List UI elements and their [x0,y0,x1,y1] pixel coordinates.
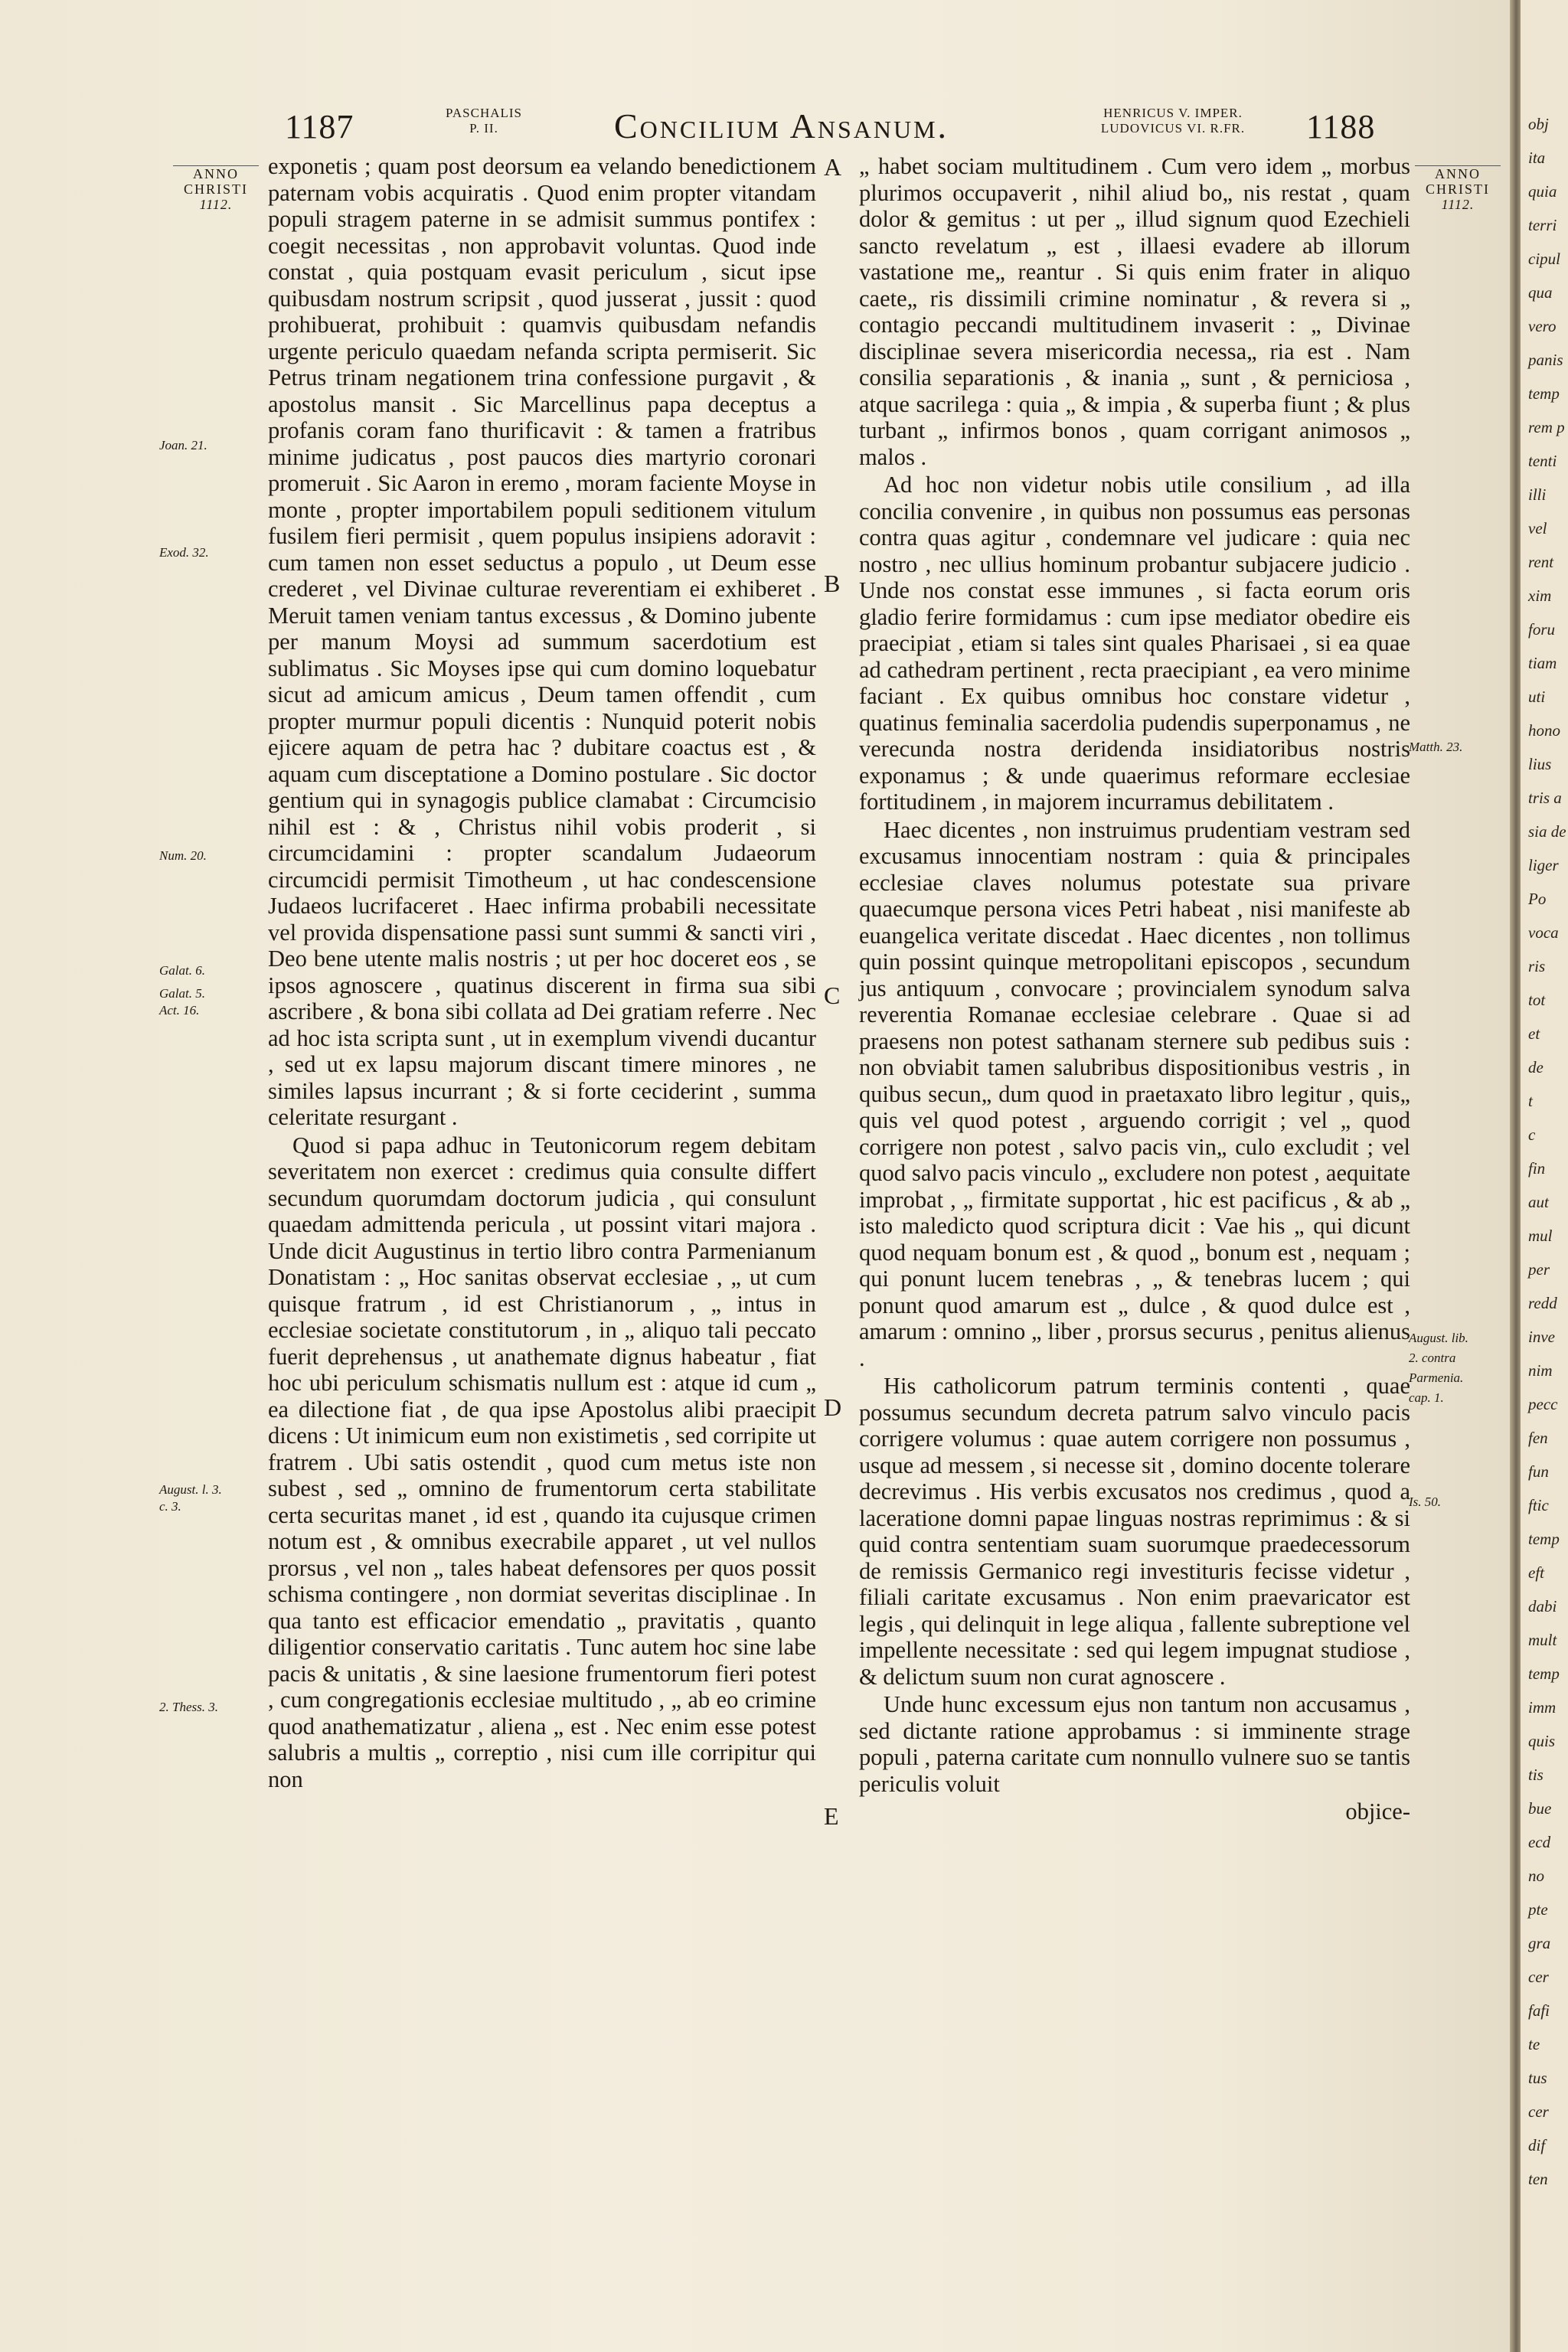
section-letter: B [824,570,841,597]
next-page-fragment: hono [1528,721,1560,740]
next-page-fragment: eft [1528,1563,1544,1582]
next-page-fragment: c [1528,1125,1536,1144]
next-page-fragment: de [1528,1058,1544,1076]
section-letter: E [824,1802,839,1830]
next-page-fragment: Po [1528,890,1547,908]
next-page-fragment: illi [1528,485,1547,504]
paragraph: Unde hunc excessum ejus non tantum non accusamus , sed dictante ratione approbamus : si imminente strage populi , paterna caritate cum nonnullo vulnere suo se tantis periculis voluit [859,1691,1410,1797]
next-page-fragment: foru [1528,620,1556,639]
next-page-fragment: redd [1528,1294,1557,1312]
next-page-fragment: terri [1528,216,1557,234]
paragraph: Haec dicentes , non instruimus prudentiam vestram sed excusamus innocentiam nostram : quia & principales ecclesiae claves nolumus potestate sua privare quaecumque persona vices Petri habeat , nisi manifeste ab euangelica veritate discedat . Haec dicentes , non tollimus quin possint quinque metropolitani episcopos , secundum jus antiquum , convocare ; provincialem synodum salva reverentia Romanae ecclesiae celebrare . Quae si ad praesens non potest sathanam sternere sub pedibus suis : non obviabit tamen salubribus dispositionibus vestris , in quibus secun„ dum quod in praetaxato libro legitur , quis„ quis vel quod potest , arguendo corrigit ; vel „ quod corrigere non potest , salvo pacis vin„ culo excludit ; vel quod salvo pacis vinculo „ excludere non potest , aequitate improbat , „ firmitate supportat , hic est pacificus , & ab „ isto maledicto quod scriptura dicit : Vae his „ qui dicunt quod nequam bonum est , & quod „ bonum est , nequam ; qui ponunt lucem tenebras , „ & tenebras lucem ; qui ponunt quod amarum est „ dulce , & quod dulce est , amarum : omnino „ liber , prorsus securus , penitus alienus . [859,816,1410,1371]
next-page-fragment: obj [1528,115,1549,133]
left-column [268,153,816,1792]
next-page-fragment: liger [1528,856,1559,874]
next-page-fragment: dif [1528,2136,1546,2154]
next-page-fragment: mult [1528,1631,1557,1649]
next-page-fragment: ita [1528,149,1546,167]
next-page-fragment: gra [1528,1934,1551,1952]
page-number-right: 1188 [1306,108,1376,145]
next-page-fragment: xim [1528,586,1552,605]
page-header [0,100,1510,153]
next-page-fragment: inve [1528,1328,1555,1346]
next-page-fragment: te [1528,2035,1540,2053]
next-page-fragment: voca [1528,923,1559,942]
next-page-fragment: tiam [1528,654,1557,672]
next-page-fragment: cipul [1528,250,1560,268]
next-page-fragment: tus [1528,2069,1547,2087]
margin-ref: 2. contra [1409,1351,1456,1365]
next-page-fragment: panis [1528,351,1563,369]
margin-ref: Joan. 21. [159,438,207,452]
next-page-fragment: pecc [1528,1395,1558,1413]
next-page-fragment: rent [1528,553,1554,571]
next-page-fragment: fun [1528,1462,1549,1481]
margin-ref: August. l. 3. [159,1482,222,1497]
page-number-left: 1187 [285,108,354,145]
next-page-fragment: imm [1528,1698,1557,1717]
margin-ref: Exod. 32. [159,545,209,560]
next-page-fragment: bue [1528,1799,1552,1818]
next-page-fragment: aut [1528,1193,1549,1211]
next-page-fragment: per [1528,1260,1550,1279]
next-page-fragment: temp [1528,384,1560,403]
next-page-fragment: ftic [1528,1496,1549,1514]
anno-year: 1112. [1441,197,1475,212]
next-page-fragment: quis [1528,1732,1556,1750]
paragraph: Ad hoc non videtur nobis utile consilium , ad illa concilia convenire , in quibus non possumus eas personas contra quas agitur , condemnare vel judicare : quia nec nostro , nec ullius hominum probantur subjacere judicio . Unde nos constat esse immunes , si facta eorum oris gladio ferire formidamus : cum ipse mediator obedire eis praecipiat , etiam si tales sint quales Pharisaei , si ea quae ad cathedram pertinent , recta praecipiant , ea vero minime faciant . Ex quibus omnibus hoc constare videtur , quatinus feminalia sacerdolia pudendis superponamus , ne verecunda nostra deridenda insidiatoribus nostris exponamus ; & unde quaerimus reformare ecclesiae fortitudinem , in majorem incurramus debilitatem . [859,472,1410,815]
book-gutter [1510,0,1521,2352]
next-page-fragment: uti [1528,688,1546,706]
next-page-fragment: rem p [1528,418,1565,436]
section-letter: C [824,982,841,1009]
margin-ref: Galat. 5. [159,986,205,1001]
next-page-fragment: et [1528,1024,1540,1043]
next-page-fragment: pte [1528,1900,1548,1919]
anno-label: ANNO CHRISTI [1425,166,1490,197]
paragraph: exponetis ; quam post deorsum ea velando benedictionem paternam vobis acquiratis . Quod enim propter vitandam populi stragem paterne in se admisit summus pontifex : coegit necessitas , non approbavit voluntas. Quod inde constat , quia postquam evasit periculum , sicut ipse quibusdam nostrum scripsit , quod jusserat , jussit : quod prohibuerat, prohibuit : quamvis quibusdam nefandis urgente periculo quaedam nefanda scripta permiserit. Sic Petrus trinam negationem trina confessione purgavit , & apostolus mansit . Sic Marcellinus papa deceptus a profanis coram fano thurificavit : & tamen a fratribus minime judicatus , post paucos dies martyrio coronari promeruit . Sic Aaron in eremo , moram faciente Moyse in monte , propter importabilem populi seditionem vitulum fusilem fieri permisit , quem populus insipiens adoravit : cum tamen non esset seductus a populo , ut Deum esse crederet , vel Divinae culturae reverentiam ei exhiberet . Meruit tamen veniam tantus excessus , & Domino jubente per manum Moysi ad summum sacerdotium est sublimatus . Sic Moyses ipse qui cum domino loquebatur sicut ad amicum amicus , Deum tamen offendit , cum propter murmur populi dicentis : Nunquid poterit nobis ejicere aquam de petra hac ? dubitare coactus est , & aquam cum disceptatione a Domino postulare . Sic doctor gentium qui in synagogis publice clamabat : Circumcisio nihil est : & , Christus nihil vobis proderit , si circumcidamini : propter scandalum Judaeorum circumcidi permisit Timotheum , ut hac condescensione Judaeos lucrifaceret . Haec infirma probabili necessitate vel provida dispensatione passi sunt summi & sancti viri , Deo bene utente malis nostris ; ut per hoc doceret eos , se ipsos agnoscere , quatinus discerent in firma sua sibi ascribere , & bona sibi collata ad Dei gratiam referre . Nec ad hoc ista scripta sunt , ut in exemplum vivendi ducantur , sed ut ex lapsu majorum discant timere minores , ne similes lapsus incurrant ; & si forte ceciderint , summa celeritate resurgant . [268,153,816,1130]
next-page-fragment: ris [1528,957,1546,975]
next-page-fragment: temp [1528,1664,1560,1683]
next-page-fragment: no [1528,1867,1544,1885]
margin-ref: August. lib. [1409,1331,1468,1345]
margin-ref: 2. Thess. 3. [159,1700,218,1714]
section-letter: A [824,153,842,181]
next-page-fragment: sia de [1528,822,1566,841]
margin-ref: Is. 50. [1409,1494,1442,1509]
next-page-fragment: dabi [1528,1597,1557,1615]
next-page-fragment: quia [1528,182,1557,201]
next-page-fragment: tris a [1528,789,1562,807]
margin-ref: Act. 16. [159,1003,200,1018]
next-page-fragment: tis [1528,1766,1544,1784]
margin-ref: Num. 20. [159,848,207,863]
next-page-fragment: nim [1528,1361,1553,1380]
paragraph: „ habet sociam multitudinem . Cum vero idem „ morbus plurimos occupaverit , nihil aliud bo„ nis restat , quam dolor & gemitus : ut per „ illud signum quod Ezechieli sancto revelatum „ est , illaesi evadere ab illorum vastatione me„ reantur . Si quis enim frater in aliquo caete„ ris dissimili crimine nominatur , & revera si „ contagio peccandi multitudinem invaserit : „ Divinae disciplinae severa misericordia necessa„ ria est . Nam consilia separationis , & inania „ sunt , & perniciosa , atque sacrilega : quia „ & impia , & superba fiunt ; & plus turbant „ infirmos bonos , quam corrigant animosos „ malos . [859,153,1410,470]
right-column [859,153,1410,1825]
margin-ref: c. 3. [159,1499,181,1514]
next-page-fragment: qua [1528,283,1553,302]
page-title: Concilium Ansanum. [614,106,949,145]
next-page-fragment: tenti [1528,452,1557,470]
anno-christi-right [1415,165,1501,212]
anno-christi-left [173,165,259,212]
margin-ref: Parmenia. [1409,1370,1464,1385]
next-page-fragment: fafi [1528,2001,1550,2020]
next-page-fragment: cer [1528,2102,1549,2121]
next-page-fragment: ecd [1528,1833,1551,1851]
next-page-fragment: vel [1528,519,1547,537]
next-page-edge [1521,0,1568,2352]
running-head-pope: PASCHALIS P. II. [445,106,523,136]
running-head-rulers: HENRICUS V. IMPER. LUDOVICUS VI. R.FR. [1100,106,1246,136]
next-page-fragment: vero [1528,317,1557,335]
margin-ref: cap. 1. [1409,1390,1444,1405]
margin-ref: Matth. 23. [1409,740,1463,754]
paragraph: Quod si papa adhuc in Teutonicorum regem debitam severitatem non exercet : credimus quia consulte differt secundum quorumdam doctorum judicia , qui consulunt quaedam admittenda pericula , ut possint vitari majora . Unde dicit Augustinus in tertio libro contra Parmenianum Donatistam : „ Hoc sanitas observat ecclesiae , „ ut cum quisque fratrum , id est Christianorum , „ intus in ecclesiae societate constitutorum , in „ aliquo tali peccato fuerit deprehensus , ut anathemate dignus habeatur , fiat hoc ubi periculum schismatis nullum est : atque id cum „ ea dilectione fiat , de qua ipse Apostolus alibi praecipit dicens : Ut inimicum eum non existimetis , sed corripite ut fratrem . Ubi satis ostendit , quod cum metus iste non subest , sed „ omnino de frumentorum certa stabilitate certa securitas manet , id est , quando ita cujusque crimen notum est , & omnibus execrabile apparet , ut vel nullos prorsus , vel non „ tales habeat defensores per quos possit schisma contingere , non dormiat severitas disciplinae . In qua tanto est efficacior emendatio „ pravitatis , quanto diligentior conservatio caritatis . Tunc autem hoc sine labe pacis & unitatis , & sine laesione frumentorum fieri potest , cum congregationis ecclesiae multitudo , „ ab eo crimine quod anathematizatur , aliena „ est . Nec enim esse potest salubris a multis „ correptio , nisi cum ille corripitur qui non [268,1132,816,1792]
next-page-fragment: cer [1528,1968,1549,1986]
next-page-fragment: fin [1528,1159,1546,1178]
next-page-fragment: temp [1528,1530,1560,1548]
next-page-fragment: tot [1528,991,1546,1009]
margin-ref: Galat. 6. [159,963,205,978]
catchword: objice- [1345,1798,1410,1824]
paragraph: His catholicorum patrum terminis contenti , quae possumus secundum decreta patrum salvo vinculo pacis corrigere volumus : quae autem corrigere non possumus , usque ad messem , si necesse sit , domino docente tolerare decrevimus . His verbis excusatos nos credimus , quod a laceratione domni papae linguas nostras reprimimus : & si quid contra sententiam suam suorumque praedecessorum de remissis Germanico regi investituris fecisse videtur , filiali caritate excusamus . Non enim praevaricator est legis , qui delinquit in lege aliqua , fallente subreptione vel impellente necessitate : sed qui legem impugnat studiose , & delictum suum non curat agnoscere . [859,1373,1410,1690]
anno-year: 1112. [199,197,233,212]
next-page-fragment: fen [1528,1429,1548,1447]
next-page-fragment: t [1528,1092,1533,1110]
next-page-fragment: mul [1528,1227,1553,1245]
next-page-fragment: lius [1528,755,1552,773]
anno-label: ANNO CHRISTI [183,166,248,197]
section-letter: D [824,1393,842,1421]
next-page-fragment: ten [1528,2170,1548,2188]
